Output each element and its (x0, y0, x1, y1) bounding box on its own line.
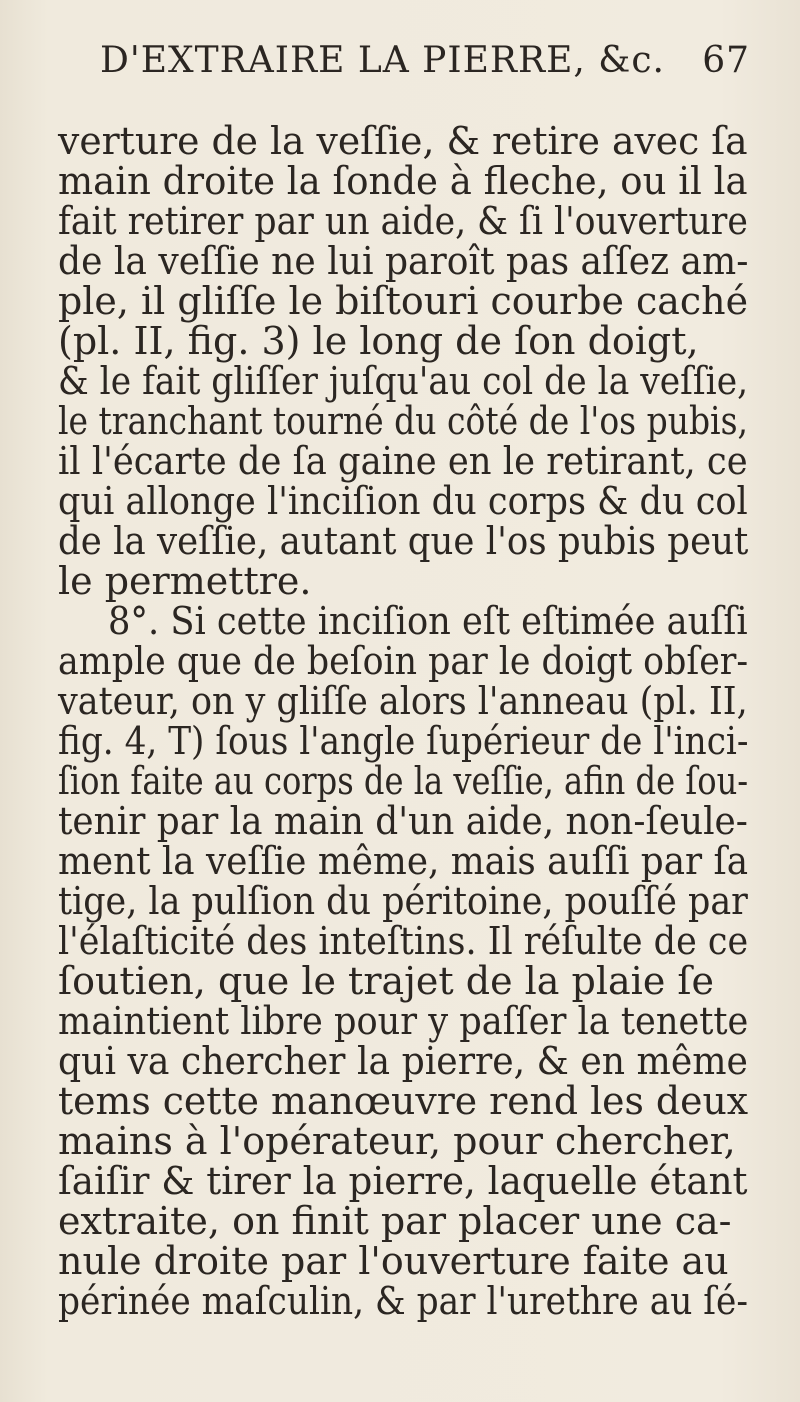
text-line: tems cette manœuvre rend les deux (58, 1079, 749, 1123)
text-line: fait retirer par un aide, & ſi l'ouverture (58, 199, 748, 243)
text-line: de la veſſie ne lui paroît pas aſſez am- (58, 239, 749, 283)
text-line: de la veſſie, autant que l'os pubis peut (58, 519, 749, 563)
text-line: main droite la ſonde à fleche, ou il la (58, 159, 748, 203)
text-line: ſaiſir & tirer la pierre, laquelle étant (58, 1159, 748, 1203)
text-line: tige, la pulſion du péritoine, pouſſé par (58, 879, 748, 923)
text-line: le permettre. (58, 559, 312, 603)
page-number: 67 (702, 40, 750, 81)
text-line: mains à l'opérateur, pour chercher, (58, 1119, 736, 1163)
text-line: qui allonge l'inciſion du corps & du col (58, 479, 748, 523)
text-line: il l'écarte de ſa gaine en le retirant, ce (58, 439, 748, 483)
text-line: & le fait gliſſer juſqu'au col de la veſſie, (58, 359, 749, 403)
text-line: ſion faite au corps de la veſſie, afin de ſou- (58, 759, 749, 803)
text-line: ſoutien, que le trajet de la plaie ſe (58, 959, 714, 1003)
text-line: le tranchant tourné du côté de l'os pubis, (58, 399, 749, 443)
text-line: ple, il gliſſe le biſtouri courbe caché (58, 279, 749, 323)
page-header (100, 40, 750, 100)
text-line: tenir par la main d'un aide, non-ſeule- (58, 799, 748, 843)
text-line: ment la veſſie même, mais auſſi par ſa (58, 839, 749, 883)
text-line: ample que de beſoin par le doigt obſer- (58, 639, 749, 683)
text-line: (pl. II, fig. 3) le long de ſon doigt, (58, 319, 699, 363)
text-line: fig. 4, T) ſous l'angle ſupérieur de l'inci- (58, 719, 749, 763)
running-title: D'EXTRAIRE LA PIERRE, &c. (100, 40, 665, 81)
text-line: extraite, on finit par placer une ca- (58, 1199, 732, 1243)
text-line: périnée maſculin, & par l'urethre au ſé- (58, 1279, 749, 1323)
text-line: maintient libre pour y paſſer la tenette (58, 999, 749, 1043)
text-line: verture de la veſſie, & retire avec ſa (58, 119, 748, 163)
text-line: vateur, on y gliſſe alors l'anneau (pl. II, (58, 679, 748, 723)
text-line: qui va chercher la pierre, & en même (58, 1039, 748, 1083)
text-line: nule droite par l'ouverture faite au (58, 1239, 729, 1283)
paragraph-start-line: 8°. Si cette inciſion eſt eſtimée auſſi (108, 599, 748, 643)
text-line: l'élaſticité des inteſtins. Il réſulte de ce (58, 919, 749, 963)
